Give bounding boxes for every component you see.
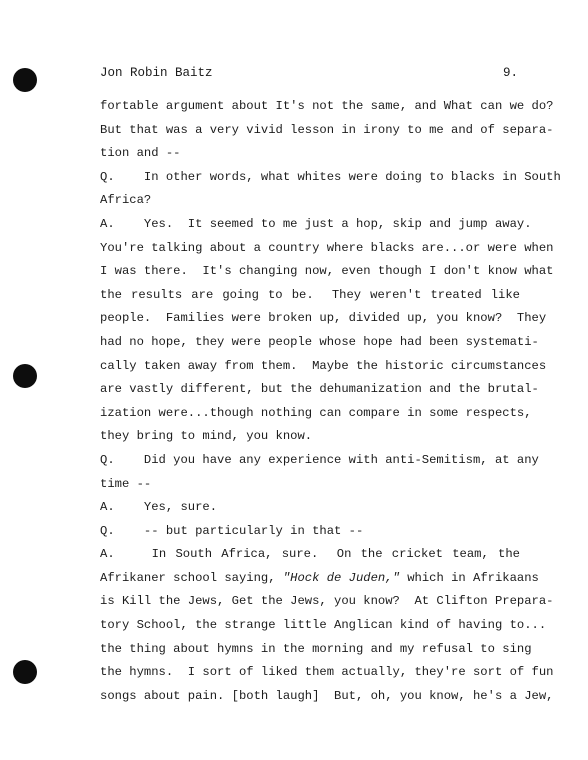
transcript-line: people. Families were broken up, divided up, you know? They bbox=[100, 311, 547, 326]
transcript-line: time -- bbox=[100, 476, 152, 491]
transcript-line: tion and -- bbox=[100, 146, 181, 161]
transcript-line: is Kill the Jews, Get the Jews, you know? At Clifton Prepara- bbox=[100, 594, 554, 609]
line-text-post: which in Afrikaans bbox=[399, 570, 539, 585]
transcript-line: tory School, the strange little Anglican kind of having to... bbox=[100, 618, 547, 633]
transcript-line: had no hope, they were people whose hope had been systemati- bbox=[100, 334, 539, 349]
transcript-line: ization were...though nothing can compare in some respects, bbox=[100, 405, 532, 420]
binder-hole-bottom bbox=[13, 660, 37, 684]
transcript-line: I was there. It's changing now, even though I don't know what bbox=[100, 264, 554, 279]
transcript-line: the hymns. I sort of liked them actually, they're sort of fun bbox=[100, 665, 554, 680]
transcript-line: Q. Did you have any experience with anti-Semitism, at any bbox=[100, 452, 539, 467]
transcript-line: are vastly different, but the dehumanization and the brutal- bbox=[100, 382, 539, 397]
transcript-line: But that was a very vivid lesson in irony to me and of separa- bbox=[100, 122, 554, 137]
page-number: 9. bbox=[502, 66, 518, 80]
binder-hole-middle bbox=[13, 364, 37, 388]
transcript-line: You're talking about a country where blacks are...or were when bbox=[100, 240, 554, 255]
quoted-phrase: "Hock de Juden," bbox=[282, 570, 400, 585]
transcript-line: Africa? bbox=[100, 193, 152, 208]
line-text-pre: Afrikaner school saying, bbox=[100, 570, 283, 585]
transcript-line: they bring to mind, you know. bbox=[100, 429, 313, 444]
binder-hole-top bbox=[13, 68, 37, 92]
transcript-line: A. Yes, sure. bbox=[100, 500, 218, 515]
transcript-line: fortable argument about It's not the same, and What can we do? bbox=[100, 99, 554, 113]
transcript-line: A. In South Africa, sure. On the cricket team, the bbox=[100, 547, 520, 562]
transcript-line: Q. -- but particularly in that -- bbox=[100, 523, 364, 538]
transcript-line: songs about pain. [both laugh] But, oh, you know, he's a Jew, bbox=[100, 688, 554, 703]
transcript-line: Q. In other words, what whites were doing to blacks in South bbox=[100, 169, 561, 184]
transcript-line: A. Yes. It seemed to me just a hop, skip and jump away. bbox=[100, 216, 532, 231]
transcript-line bbox=[100, 567, 539, 591]
transcript-line: the thing about hymns in the morning and my refusal to sing bbox=[100, 641, 532, 656]
header-name: Jon Robin Baitz bbox=[100, 66, 213, 80]
page-header bbox=[100, 66, 518, 80]
transcript-line: the results are going to be. They weren't treated like bbox=[100, 287, 520, 302]
transcript-line: cally taken away from them. Maybe the historic circumstances bbox=[100, 358, 547, 373]
transcript-body bbox=[100, 95, 561, 708]
